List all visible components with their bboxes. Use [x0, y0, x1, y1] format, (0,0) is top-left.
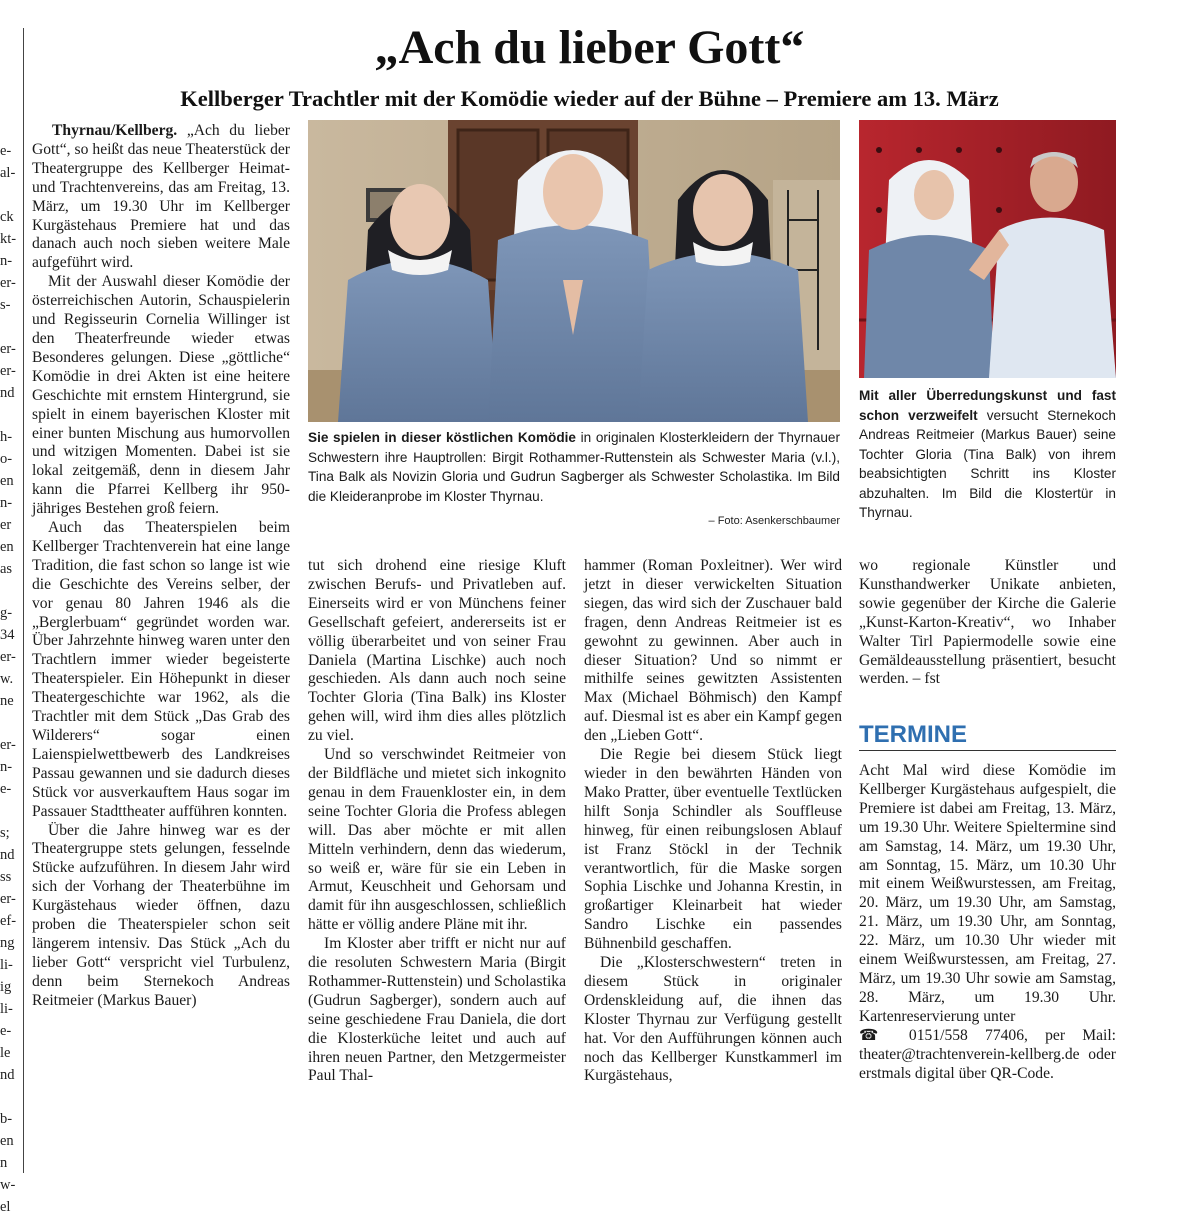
- caption-text: versucht Sternekoch Andreas Reitmeier (Markus Bauer) seine Tochter Gloria (Tina Balk) von ihrem beabsichtigten Schritt ins Kloster abzuhalten. Im Bild die Klostertür in Thyrnau.: [859, 407, 1116, 520]
- fragment-line: s;: [0, 825, 10, 841]
- fragment-line: en: [0, 473, 14, 489]
- fragment-line: ig: [0, 979, 12, 995]
- fragment-line: er-: [0, 891, 16, 907]
- fragment-line: h-: [0, 429, 13, 445]
- paragraph: Auch das Theaterspielen beim Kellberger Trachtenverein hat eine lange Tradition, die fast schon so lange ist wie die Geschichte des Vereins selber, der vor genau 80 Jahren 1946 als die „Berglerbuam“ gegründet worden war. Über Jahrzehnte hinweg waren unter den Trachtlern immer wieder begeisterte Theaterspieler. Ein Höhepunkt in dieser Theatergeschichte war 1962, als die Trachtler mit dem Stück „Das Grab des Wilderers“ sogar einen Laienspielwettbewerb des Landkreises Passau gewannen und sie dadurch dieses Stück vor ausverkauftem Haus sogar im Passauer Stadttheater aufführen konnten.: [32, 519, 290, 820]
- fragment-line: [0, 712, 18, 734]
- paragraph: Mit der Auswahl dieser Komödie der österreichischen Autorin, Schauspielerin und Regisseurin Cornelia Willinger ist den Theaterfreunde wieder etwas Besonderes gelungen. Diese „göttliche“ Komödie in drei Akten ist eine heitere Geschichte mit ernstem Hintergrund, sie spielt in einem bayerischen Kloster mit einer bunten Mischung aus humorvollen und witzigen Momenten. Dabei ist sie lokal zeitgemäß, denn in diesem Jahr kann die Pfarrei Kellberg ihr 950-jähriges Bestehen groß feiern.: [32, 273, 290, 518]
- phone-icon: ☎: [859, 1026, 892, 1044]
- photo-nun-and-father: [859, 120, 1116, 378]
- paragraph: Die Regie bei diesem Stück liegt wieder in den bewährten Händen von Mako Pratter, über eventuelle Textlücken hilft Sonja Schindler als Souffleuse hinweg, für einen reibungslosen Ablauf ist Franz Stöckl in der Technik verantwortlich, für die Maske sorgen Sophia Lischke und Johanna Krestin, in großartiger Kleinarbeit hat wieder Sandro Lischke ein passendes Bühnenbild geschaffen.: [584, 746, 842, 953]
- fragment-line: e-: [0, 1023, 12, 1039]
- fragment-line: n-: [0, 759, 13, 775]
- fragment-line: e-: [0, 143, 12, 159]
- fragment-line: n-: [0, 495, 13, 511]
- paragraph: Und so verschwindet Reitmeier von der Bildfläche und mietet sich inkognito genau in dem Frauenkloster ein, in dem seine Tochter Gloria die Profess ablegen will. Das aber möchte er mit allen Mitteln verhindern, denn das wiederum, so weiß er, wäre für sie ein Leben in Armut, Keuschheit und Gehorsam und damit für ihn ausgeschlossen, schließlich hätte er völlig andere Pläne mit ihr.: [308, 746, 566, 934]
- article-column-3: [584, 557, 842, 1177]
- fragment-line: er-: [0, 275, 16, 291]
- fragment-line: ss: [0, 869, 12, 885]
- paragraph: tut sich drohend eine riesige Kluft zwischen Berufs- und Privatleben auf. Einerseits wird er von Münchens feiner Gesellschaft gefeiert, andererseits ist er völlig überarbeitet und von seiner Frau Daniela (Martina Lischke) auch noch geschieden. Als dann auch noch seine Tochter Gloria (Tina Balk) ins Kloster gehen will, wird ihm dies alles plötzlich zu viel.: [308, 557, 566, 745]
- fragment-line: ng: [0, 935, 15, 951]
- paragraph: Über die Jahre hinweg war es der Theatergruppe stets gelungen, fesselnde Stücke aufzuführen. In diesem Jahr wird sich der Vorhang der Theaterbühne im Kurgästehaus wieder öffnen, dazu proben die Theaterspieler schon seit längerem intensiv. Das Stück „Ach du lieber Gott“ verspricht viel Turbulenz, denn beim Sternekoch Andreas Reitmeier (Markus Bauer): [32, 821, 290, 1009]
- lead-paragraph: [32, 122, 290, 273]
- photo-credit: – Foto: Asenkerschbaumer: [708, 515, 840, 527]
- paragraph: hammer (Roman Poxleitner). Wer wird jetzt in dieser verwickelten Situation siegen, das wird sich der Zuschauer bald fragen, denn Andreas Reitmeier ist es gewohnt zu gewinnen. Aber auch in dieser Situation? Und so nimmt er mithilfe seines gewitzten Assistenten Max (Michael Böhmisch) den Kampf auf. Diesmal ist es aber ein Kampf gegen den „Lieben Gott“.: [584, 557, 842, 745]
- left-neighbor-article-fragment: [0, 140, 18, 1215]
- reservation-contact: [859, 1027, 1116, 1084]
- caption-text: in originalen Klosterkleidern der Thyrnauer Schwestern ihre Hauptrollen: Birgit Rothammer-Ruttenstein als Schwester Maria (v.l.), Tina Balk als Novizin Gloria und Gudrun Sagberger als Schwester Scholastika. Im Bild die Kleideranprobe im Kloster Thyrnau.: [308, 430, 840, 504]
- fragment-line: [0, 404, 18, 426]
- termine-dates: Acht Mal wird diese Komödie im Kellberger Kurgästehaus aufgespielt, die Premiere ist dabei am Freitag, 13. März, um 19.30 Uhr. Weitere Spieltermine sind am Samstag, 14. März, um 19.30 Uhr, am Sonntag, 15. März, um 10.30 Uhr mit einem Weißwurstessen, am Freitag, 20. März, um 19.30 Uhr, am Samstag, 21. März, um 19.30 Uhr, am Sonntag, 22. März, um 10.30 Uhr wieder mit einem Weißwurstessen, am Freitag, 27. März, um 19.30 Uhr sowie am Samstag, 28. März, um 19.30 Uhr.: [859, 762, 1116, 1006]
- fragment-line: er-: [0, 737, 16, 753]
- fragment-line: w.: [0, 671, 14, 687]
- fragment-line: s-: [0, 297, 11, 313]
- fragment-line: [0, 184, 18, 206]
- caption-bold-lead: Sie spielen in dieser köstlichen Komödie: [308, 430, 576, 445]
- fragment-line: al-: [0, 165, 16, 181]
- fragment-line: nd: [0, 1067, 15, 1083]
- dateline: Thyrnau/Kellberg.: [52, 122, 178, 139]
- fragment-line: g-: [0, 605, 13, 621]
- column-rule: [23, 28, 24, 1173]
- photo-caption-1: [308, 428, 840, 506]
- fragment-line: b-: [0, 1111, 13, 1127]
- fragment-line: o-: [0, 451, 13, 467]
- fragment-line: er-: [0, 363, 16, 379]
- subheadline: Kellberger Trachtler mit der Komödie wieder auf der Bühne – Premiere am 13. März: [180, 86, 999, 111]
- fragment-line: w-: [0, 1177, 16, 1193]
- article-column-2: [308, 557, 566, 1177]
- photo-three-nuns: [308, 120, 840, 422]
- fragment-line: li-: [0, 1001, 13, 1017]
- fragment-line: [0, 580, 18, 602]
- fragment-line: 34: [0, 627, 15, 643]
- termine-box: [859, 762, 1116, 1177]
- termine-heading: TERMINE: [859, 720, 1116, 751]
- fragment-line: en: [0, 539, 14, 555]
- fragment-line: li-: [0, 957, 13, 973]
- paragraph: Die „Klosterschwestern“ treten in diesem Stück in originaler Ordenskleidung auf, die ihnen das Kloster Thyrnau zur Verfügung gestellt hat. Vor den Aufführungen können auch noch das Kellberger Kunstkammerl im Kurgästehaus,: [584, 954, 842, 1085]
- fragment-line: er-: [0, 649, 16, 665]
- reservation-label: Kartenreservierung unter: [859, 1007, 1016, 1025]
- fragment-line: nd: [0, 847, 15, 863]
- fragment-line: kt-: [0, 231, 17, 247]
- paragraph-text: „Ach du lieber Gott“, so heißt das neue Theaterstück der Theatergruppe des Kellberger Heimat- und Trachtenvereins, das am Freitag, 13. März, um 19.30 Uhr im Kellberger Kurgästehaus Premiere hat und das danach auch noch sieben weitere Male aufgeführt wird.: [32, 122, 290, 272]
- paragraph: Im Kloster aber trifft er nicht nur auf die resoluten Schwestern Maria (Birgit Rothammer-Ruttenstein) und Scholastika (Gudrun Sagberger), sondern auch auf seine geschiedene Frau Daniela, die dort die Klosterküche leitet und auch auf ihren neuen Partner, den Metzgermeister Paul Thal-: [308, 935, 566, 1085]
- fragment-line: ck: [0, 209, 14, 225]
- fragment-line: er: [0, 517, 12, 533]
- fragment-line: n-: [0, 253, 13, 269]
- fragment-line: [0, 1086, 18, 1108]
- fragment-line: er-: [0, 341, 16, 357]
- fragment-line: en: [0, 1133, 14, 1149]
- termine-text: [859, 762, 1116, 1027]
- caption-bold-lead: Mit aller Überredungskunst und fast schon verzweifelt: [859, 388, 1116, 423]
- article-column-1: [32, 122, 290, 1177]
- fragment-line: as: [0, 561, 13, 577]
- fragment-line: el: [0, 1199, 11, 1215]
- fragment-line: nd: [0, 385, 15, 401]
- fragment-line: [0, 800, 18, 822]
- fragment-line: e-: [0, 781, 12, 797]
- photo-caption-2: [859, 386, 1116, 523]
- fragment-line: le: [0, 1045, 11, 1061]
- headline: „Ach du lieber Gott“: [374, 21, 805, 74]
- fragment-line: [0, 316, 18, 338]
- paragraph: wo regionale Künstler und Kunsthandwerker Unikate anbieten, sowie gegenüber der Kirche die Galerie „Kunst-Karton-Kreativ“, wo Inhaber Walter Tirl Papiermodelle sowie eine Gemäldeausstellung präsentiert, besucht werden. – fst: [859, 557, 1116, 688]
- fragment-line: n: [0, 1155, 8, 1171]
- fragment-line: ne: [0, 693, 14, 709]
- article-column-4: [859, 557, 1116, 707]
- fragment-line: ef-: [0, 913, 17, 929]
- reservation-contact-text: 0151/558 77406, per Mail: theater@trachtenverein-kellberg.de oder erstmals digital über QR-Code.: [859, 1026, 1116, 1082]
